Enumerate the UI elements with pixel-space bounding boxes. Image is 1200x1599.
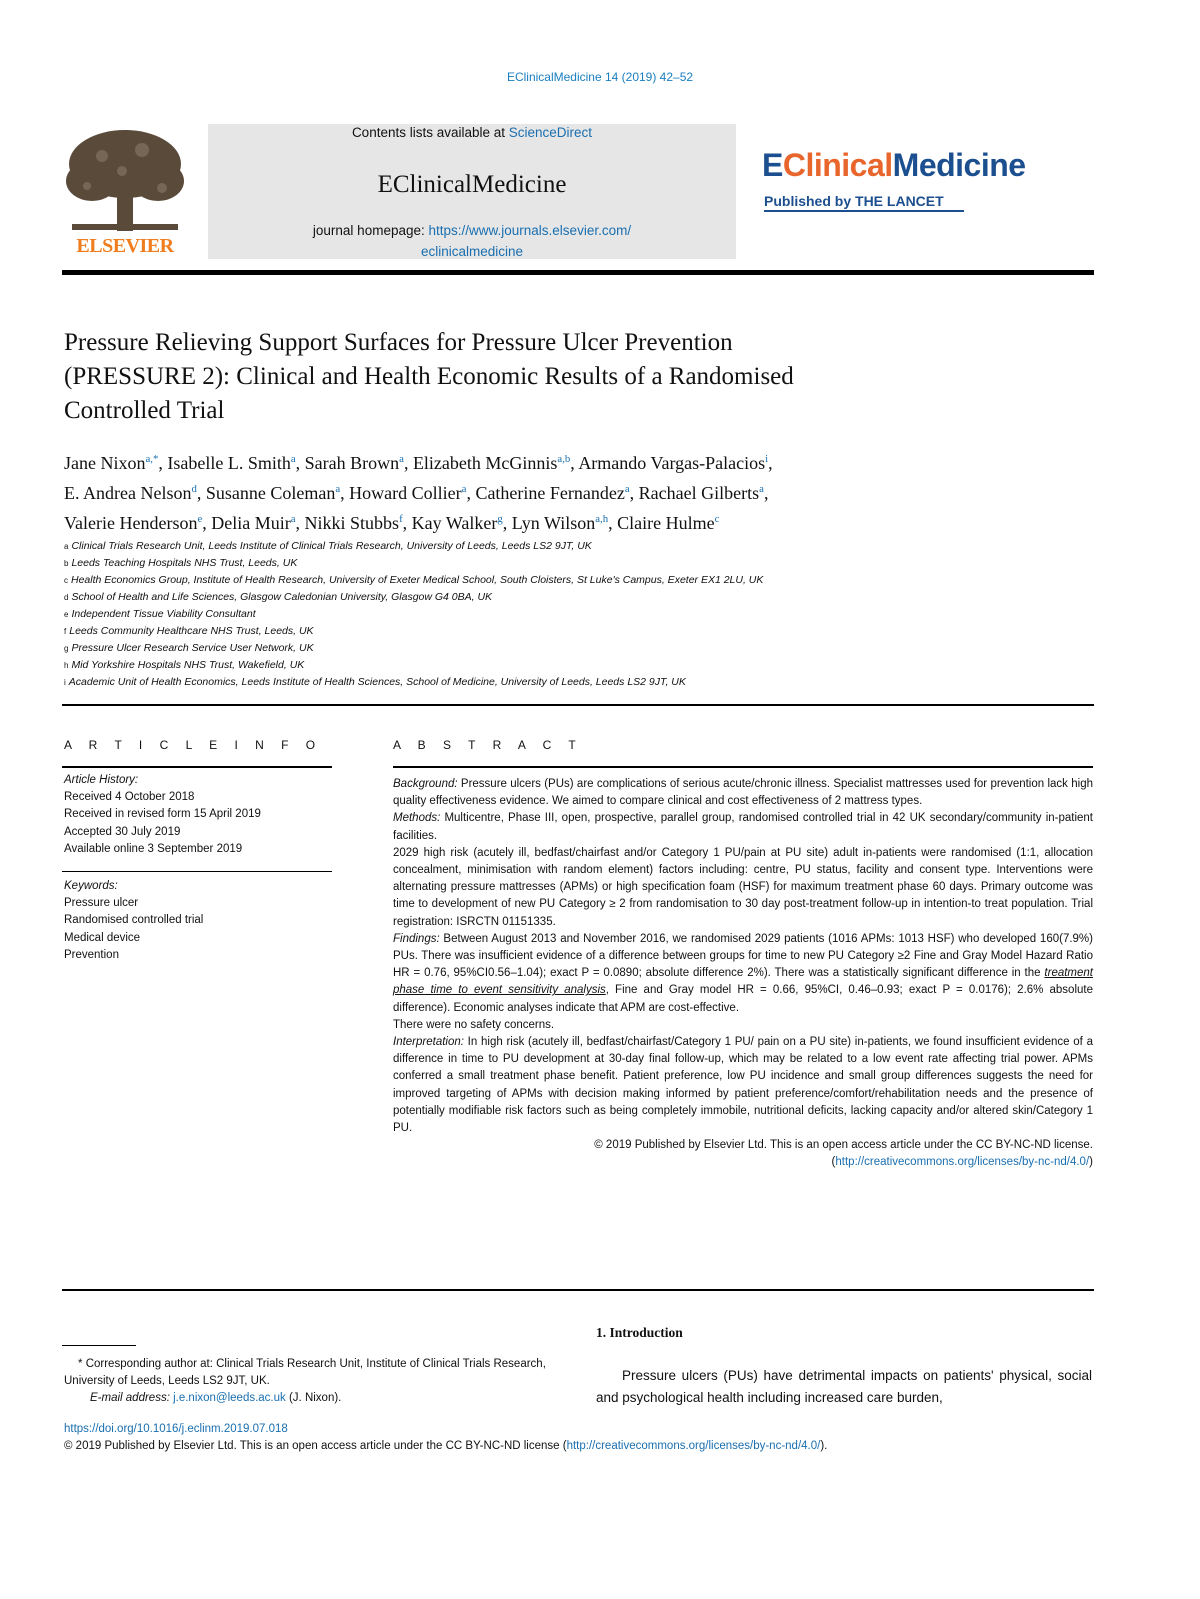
author[interactable]: Elizabeth McGinnis	[412, 453, 558, 473]
history-label: Article History:	[64, 774, 139, 786]
history-item: Received 4 October 2018	[64, 791, 195, 804]
article-info-rule	[62, 766, 332, 768]
abstract-safety: There were no safety concerns.	[393, 1018, 555, 1031]
author-sup: a	[461, 483, 467, 495]
keywords-label: Keywords:	[64, 880, 118, 892]
author-sup: a	[290, 513, 296, 525]
logo-e: E	[762, 147, 783, 183]
affiliation: $^g$ Pressure Ulcer Research Service User Network, UK	[64, 642, 314, 654]
elsevier-tree-logo	[62, 126, 188, 238]
article-history	[64, 772, 334, 858]
author[interactable]: Isabelle L. Smith	[167, 453, 291, 473]
affiliation: $^b$ Leeds Teaching Hospitals NHS Trust, Leeds, UK	[64, 557, 298, 569]
affiliation: $^c$ Health Economics Group, Institute of Health Research, University of Exeter Medical School, South Cloisters, St Luke's Campus, Exeter EX1 2LU, UK	[64, 574, 764, 586]
abstract-rule	[393, 766, 1093, 768]
affiliation: $^e$ Independent Tissue Viability Consultant	[64, 608, 256, 620]
author-sup: c	[714, 513, 720, 525]
abstract-background: Background: Pressure ulcers (PUs) are complications of serious acute/chronic illness. Specialist mattresses used for prevention lack high quality effectiveness evidence. We aimed to compare clinical and cost effectiveness of 2 mattress types.	[393, 778, 1093, 808]
keywords-rule	[62, 871, 332, 872]
history-item: Received in revised form 15 April 2019	[64, 808, 261, 821]
keywords	[64, 878, 334, 964]
affiliation: $^a$ Clinical Trials Research Unit, Leeds Institute of Clinical Trials Research, University of Leeds, Leeds LS2 9JT, UK	[64, 540, 592, 552]
author-sup: g	[497, 513, 503, 525]
author-sup: a	[759, 483, 764, 495]
email-link[interactable]: j.e.nixon@leeds.ac.uk	[173, 1392, 286, 1404]
affiliation: $^f$ Leeds Community Healthcare NHS Trust, Leeds, UK	[64, 625, 314, 637]
author-sup: a	[399, 453, 404, 465]
email-label: E-mail address:	[90, 1392, 174, 1404]
author-sup: a,b	[557, 453, 571, 465]
author[interactable]: Susanne Coleman	[205, 483, 336, 503]
journal-citation: EClinicalMedicine 14 (2019) 42–52	[506, 70, 694, 84]
keyword: Pressure ulcer	[64, 897, 139, 910]
contents-prefix: Contents lists available at	[351, 125, 509, 140]
footnote-rule	[62, 1345, 136, 1346]
logo-clinical: Clinical	[782, 147, 893, 183]
footer-license-link[interactable]: http://creativecommons.org/licenses/by-nc-nd/4.0/	[566, 1440, 821, 1452]
author[interactable]: Lyn Wilson	[511, 513, 596, 533]
author-sup: a	[290, 453, 296, 465]
author-sup: a,h	[595, 513, 609, 525]
author[interactable]: Delia Muir	[211, 513, 291, 533]
history-item: Available online 3 September 2019	[64, 842, 243, 855]
introduction-text: Pressure ulcers (PUs) have detrimental impacts on patients' physical, social and psychological health including increased care burden,	[596, 1368, 1092, 1405]
author-sup: i	[765, 453, 769, 465]
elsevier-wordmark: ELSEVIER	[76, 235, 174, 257]
affiliation-list	[64, 538, 1094, 691]
author[interactable]: Armando Vargas-Palacios	[578, 453, 766, 473]
logo-medicine: Medicine	[892, 147, 1026, 183]
author-sup: a	[624, 483, 630, 495]
author[interactable]: Claire Hulme	[617, 513, 715, 533]
sciencedirect-link[interactable]: ScienceDirect	[508, 125, 593, 140]
author-sup: f	[399, 513, 403, 525]
corresponding-author-note: * Corresponding author at: Clinical Trials Research Unit, Institute of Clinical Trials Research, University of Leeds, Leeds LS2 9JT, UK. E-mail address: j.e.nixon@leeds.ac.uk (J. Nixon).	[64, 1358, 546, 1404]
author[interactable]: Sarah Brown	[304, 453, 400, 473]
author[interactable]: Jane Nixon	[64, 453, 146, 473]
article-title	[64, 326, 1064, 428]
history-item: Accepted 30 July 2019	[64, 825, 181, 838]
journal-name: EClinicalMedicine	[377, 171, 567, 198]
footer-copyright: © 2019 Published by Elsevier Ltd. This is an open access article under the CC BY-NC-ND license (http://creativecommons.org/licenses/by-nc-nd/4.0/).	[64, 1440, 828, 1452]
title-line-3: Controlled Trial	[64, 397, 225, 424]
homepage-url-1[interactable]: https://www.journals.elsevier.com/	[428, 223, 632, 238]
author[interactable]: Rachael Gilberts	[638, 483, 760, 503]
title-line-1: Pressure Relieving Support Surfaces for Pressure Ulcer Prevention	[64, 329, 733, 356]
author[interactable]: Valerie Henderson	[64, 513, 198, 533]
eclinicalmedicine-logo	[762, 147, 1026, 184]
introduction-heading: 1. Introduction	[596, 1325, 683, 1340]
underlined-phrase: treatment phase time to event sensitivity analysis	[393, 967, 1093, 997]
title-line-2: (PRESSURE 2): Clinical and Health Economic Results of a Randomised	[64, 363, 794, 390]
footnote-mark: *	[78, 1358, 83, 1370]
author-sup: d	[191, 483, 197, 495]
affiliation: $^d$ School of Health and Life Sciences, Glasgow Caledonian University, Glasgow G4 0BA, UK	[64, 591, 493, 603]
keyword: Medical device	[64, 931, 141, 944]
homepage-url-2[interactable]: eclinicalmedicine	[420, 244, 524, 259]
abstract-methods: Methods: Multicentre, Phase III, open, prospective, parallel group, randomised controlled trial in 42 UK secondary/community in-patient facilities.	[393, 812, 1093, 842]
article-info-heading: A R T I C L E I N F O	[64, 738, 323, 752]
affiliation: $^h$ Mid Yorkshire Hospitals NHS Trust, Wakefield, UK	[64, 659, 305, 671]
license-link[interactable]: http://creativecommons.org/licenses/by-nc-nd/4.0/	[835, 1156, 1090, 1169]
author-list: Jane Nixon$^{a,*}$, Isabelle L. Smith$^a$, Sarah Brown$^a$, Elizabeth McGinnis$^{a,b}$, Armando Vargas-Palacios$^i$, E. Andrea Nelson$^d$, Susanne Coleman$^a$, Howard Collier$^a$, Catherine Fernandez$^a$, Rachael Gilberts$^a$, Valerie Henderson$^e$, Delia Muir$^a$, Nikki Stubbs$^f$, Kay Walker$^g$, Lyn Wilson$^{a,h}$, Claire Hulme$^c$	[64, 453, 773, 533]
author-sup: a	[335, 483, 341, 495]
abstract-heading: A B S T R A C T	[393, 738, 583, 752]
abstract-divider	[62, 1289, 1094, 1291]
journal-homepage	[208, 220, 736, 262]
author[interactable]: Nikki Stubbs	[304, 513, 400, 533]
author-sup: a,*	[145, 453, 159, 465]
doi-link[interactable]: https://doi.org/10.1016/j.eclinm.2019.07.018	[64, 1423, 288, 1435]
author[interactable]: E. Andrea Nelson	[64, 483, 192, 503]
affiliation: $^i$ Academic Unit of Health Economics, Leeds Institute of Health Sciences, School of Medicine, University of Leeds, Leeds LS2 9JT, UK	[64, 676, 686, 688]
author[interactable]: Kay Walker	[411, 513, 498, 533]
affiliations-divider	[62, 704, 1094, 706]
lancet-subtitle: Published by THE LANCET	[764, 193, 944, 209]
keyword: Prevention	[64, 948, 119, 961]
homepage-label: journal homepage:	[312, 223, 429, 238]
keyword: Randomised controlled trial	[64, 914, 204, 927]
abstract-license: (http://creativecommons.org/licenses/by-nc-nd/4.0/)	[831, 1156, 1093, 1169]
author-sup: e	[197, 513, 203, 525]
lancet-underline	[764, 210, 964, 212]
header-divider	[62, 270, 1094, 275]
author[interactable]: Catherine Fernandez	[475, 483, 625, 503]
abstract-methods-2: 2029 high risk (acutely ill, bedfast/chairfast and/or Category 1 PU/pain at PU site) adult in-patients were randomised (1:1, allocation concealment, minimisation with random element) factors including: centre, PU status, facility and consent type. Interventions were alternating pressure mattresses (APMs) or high specification foam (HSF) for maximum treatment phase 60 days. Primary outcome was time to development of new PU Category ≥ 2 from randomisation to 30 day post-treatment follow-up in intention-to treat population. Trial registration: ISRCTN 01151335.	[393, 846, 1093, 928]
abstract-findings: Findings: Between August 2013 and November 2016, we randomised 2029 patients (1016 APMs: 1013 HSF) who developed 160(7.9%) PUs. There was insufficient evidence of a difference between groups for time to new PU Category ≥2 Fine and Gray Model Hazard Ratio HR = 0.76, 95%CI0.56–1.04); exact P = 0.0890; absolute difference 2%). There was a statistically significant difference in the treatment phase time to event sensitivity analysis, Fine and Gray model HR = 0.66, 95%CI, 0.46–0.93; exact P = 0.0176); 2.6% absolute difference). Economic analyses indicate that APM are cost-effective.	[393, 932, 1093, 1014]
abstract-copyright: © 2019 Published by Elsevier Ltd. This is an open access article under the CC BY-NC-ND license.	[594, 1139, 1093, 1152]
abstract-interpretation: Interpretation: In high risk (acutely ill, bedfast/chairfast/Category 1 PU/ pain on a PU site) in-patients, we found insufficient evidence of a difference in time to PU development at 30-day final follow-up, which may be related to a low event rate affecting trial power. APMs conferred a small treatment phase benefit. Patient preference, low PU incidence and small group differences suggests the need for improved targeting of APMs with decision making informed by patient preference/comfort/rehabilitation needs and the presence of potentially modifiable risk factors such as being completely immobile, nutritional deficits, lacking capacity and/or altered skin/Category 1 PU.	[393, 1036, 1093, 1135]
abstract-body	[393, 776, 1093, 1172]
author[interactable]: Howard Collier	[349, 483, 462, 503]
contents-line	[208, 125, 736, 140]
